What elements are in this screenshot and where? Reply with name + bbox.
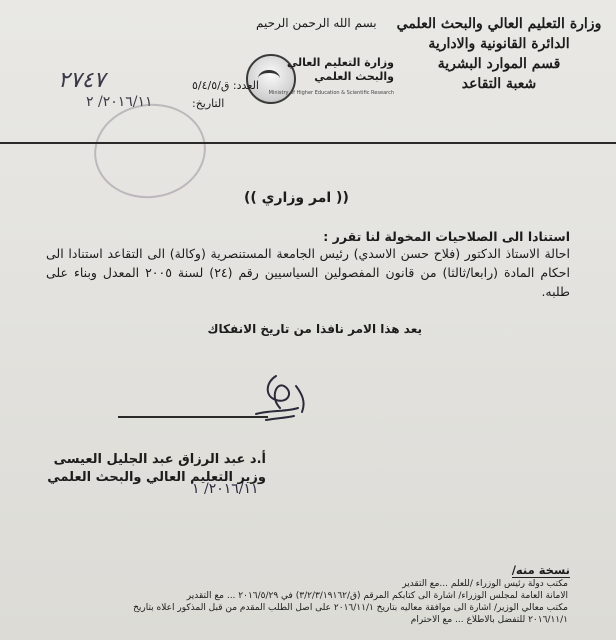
copies-heading: نسخة منه/ [511, 563, 570, 577]
number-label: العدد: ق/٥/٤/٥ [192, 79, 259, 92]
list-item: ٢٠١٦/١١/١ للتفضل بالاطلاع ... مع الاحترام [410, 615, 568, 625]
order-paragraph: احالة الاستاذ الدكتور (فلاح حسن الاسدي) رئيس الجامعة المستنصرية (وكالة) الى التقاعد استنادا الى احكام المادة (رابعا/ثالثا) من قانون المفصولين السياسيين رقم (٢٤) لسنة ٢٠٠٥ المعدل وبناء على طلبه. [46, 246, 570, 299]
copies-list [28, 578, 568, 626]
ministry-line: الدائرة القانونية والادارية [428, 36, 570, 52]
ministry-line: شعبة التقاعد [461, 76, 537, 92]
ministry-line: قسم الموارد البشرية [437, 56, 561, 72]
logo-text-english: Ministry of Higher Education & Scientific Research [268, 90, 394, 96]
signature-date: ٢٠١٦/١١/ ١ [192, 481, 259, 497]
ministry-logo [240, 50, 400, 108]
list-item: الامانة العامة لمجلس الوزراء/ اشارة الى كتابكم المرقم (ق/٣/٢/٣/١٩١٦٢) في ٢٠١٦/٥/٢٩ ... مع التقدير [186, 591, 568, 601]
handwritten-signature [236, 368, 326, 428]
signature-rule [118, 416, 268, 418]
basmala: بسم الله الرحمن الرحيم [256, 16, 377, 30]
header-divider [0, 142, 616, 144]
authority-line: استنادا الى الصلاحيات المخولة لنا تقرر : [323, 229, 570, 244]
faded-stamp [88, 97, 212, 206]
list-item: مكتب دولة رئيس الوزراء /للعلم ...مع التقدير [402, 579, 568, 589]
logo-text: وزارة التعليم العالي والبحث العلمي [286, 56, 394, 83]
ministry-header [394, 14, 604, 94]
effective-line: يعد هذا الامر نافذا من تاريخ الانفكاك [207, 322, 422, 336]
order-title: (( امر وزاري )) [244, 190, 349, 206]
date-value: ٢٠١٦/١١/ ٢ [86, 94, 153, 110]
signer-title: وزير التعليم العالي والبحث العلمي [47, 470, 266, 485]
list-item: مكتب معالي الوزير/ اشارة الى موافقة معاليه بتاريخ ٢٠١٦/١١/١ على اصل الطلب المقدم من قبل المذكور اعلاه بتاريخ [133, 603, 568, 613]
date-label: التاريخ: [192, 97, 225, 110]
ministry-line: وزارة التعليم العالي والبحث العلمي [396, 16, 602, 32]
signer-name: أ.د عبد الرزاق عبد الجليل العيسى [53, 452, 266, 467]
number-value: ٢٧٤٧ [58, 68, 106, 93]
